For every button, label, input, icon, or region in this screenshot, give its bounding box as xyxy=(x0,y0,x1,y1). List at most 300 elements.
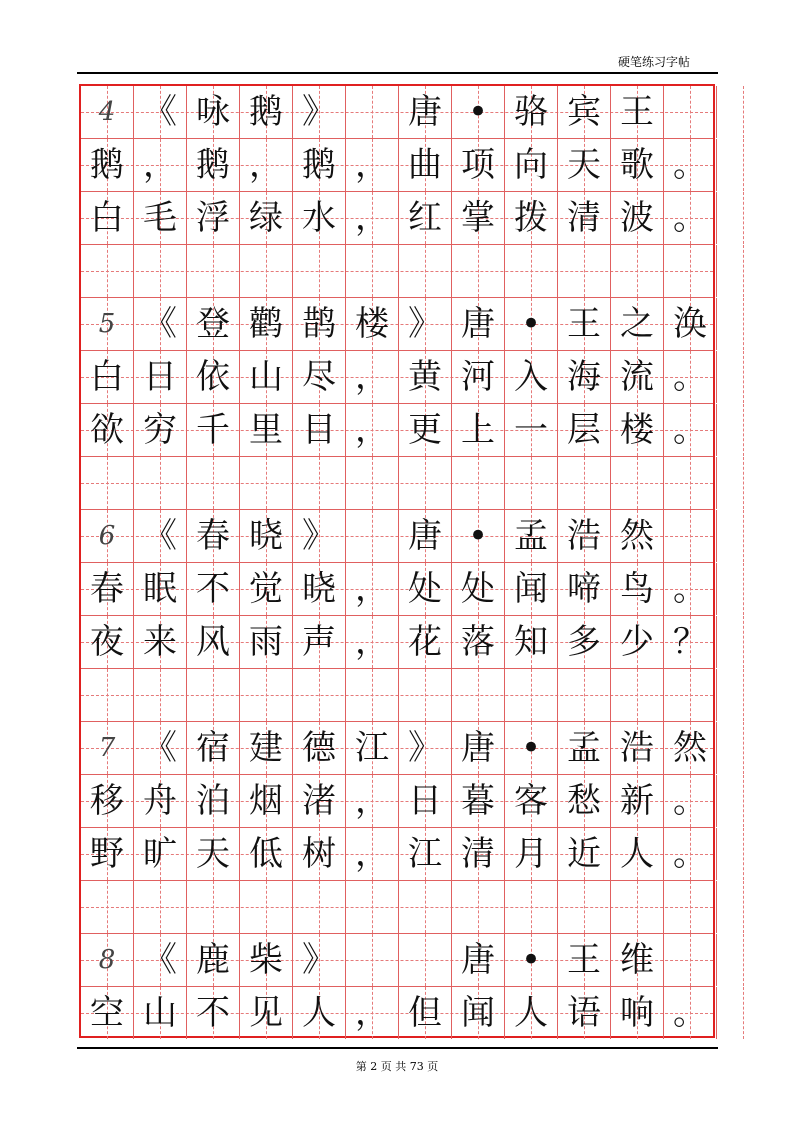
cell-character: 鹅 xyxy=(249,92,283,132)
grid-cell xyxy=(187,351,240,403)
grid-cell xyxy=(558,987,611,1039)
cell-character: 入 xyxy=(514,357,548,397)
cell-character: 暮 xyxy=(461,781,495,821)
cell-character: • xyxy=(467,92,489,132)
cell-character: 唐 xyxy=(461,940,495,980)
cell-character: 声 xyxy=(302,622,336,662)
cell-character: 人 xyxy=(620,834,654,874)
cell-character: 拨 xyxy=(514,198,548,238)
grid-cell xyxy=(293,404,346,456)
grid-cell xyxy=(399,563,452,615)
grid-cell xyxy=(611,934,664,986)
cell-character: 春 xyxy=(90,569,124,609)
grid-cell xyxy=(558,192,611,244)
grid-cell xyxy=(134,563,187,615)
cell-character: 日 xyxy=(143,357,177,397)
grid-cell xyxy=(452,245,505,297)
grid-row xyxy=(81,245,713,298)
grid-cell xyxy=(452,86,505,138)
grid-cell xyxy=(240,510,293,562)
grid-cell xyxy=(293,192,346,244)
grid-cell xyxy=(134,457,187,509)
cell-character: ， xyxy=(143,145,177,185)
cell-character: 唐 xyxy=(408,516,442,556)
cell-character: 《 xyxy=(143,516,177,556)
grid-cell xyxy=(293,351,346,403)
grid-cell xyxy=(664,192,717,244)
cell-character: • xyxy=(520,304,542,344)
grid-cell xyxy=(452,881,505,933)
grid-cell xyxy=(505,139,558,191)
cell-character: • xyxy=(520,728,542,768)
grid-row xyxy=(81,775,713,828)
grid-cell xyxy=(611,669,664,721)
cell-character: 愁 xyxy=(567,781,601,821)
cell-character: 水 xyxy=(302,198,336,238)
cell-character: 。 xyxy=(673,410,707,450)
grid-cell xyxy=(717,351,770,403)
grid-cell xyxy=(717,510,770,562)
grid-cell xyxy=(664,987,717,1039)
cell-character: 波 xyxy=(620,198,654,238)
cell-character: 鹊 xyxy=(302,304,336,344)
grid-cell xyxy=(293,510,346,562)
grid-cell xyxy=(558,616,611,668)
cell-character: 宿 xyxy=(196,728,230,768)
grid-cell xyxy=(611,457,664,509)
grid-cell xyxy=(240,86,293,138)
grid-row xyxy=(81,510,713,563)
grid-cell xyxy=(293,139,346,191)
grid-cell xyxy=(452,563,505,615)
grid-cell xyxy=(240,457,293,509)
grid-cell xyxy=(293,987,346,1039)
cell-character: 。 xyxy=(673,569,707,609)
cell-character: 骆 xyxy=(514,92,548,132)
grid-cell xyxy=(505,86,558,138)
cell-character: 闻 xyxy=(461,993,495,1033)
grid-cell xyxy=(717,139,770,191)
grid-cell xyxy=(187,298,240,350)
grid-cell xyxy=(240,934,293,986)
cell-character: 晓 xyxy=(302,569,336,609)
cell-character: 日 xyxy=(408,781,442,821)
grid-cell xyxy=(134,881,187,933)
grid-row xyxy=(81,351,713,404)
grid-cell xyxy=(664,86,717,138)
cell-character: 鹅 xyxy=(196,145,230,185)
grid-cell xyxy=(293,775,346,827)
grid-cell xyxy=(134,510,187,562)
header-rule xyxy=(77,72,718,74)
grid-cell xyxy=(187,139,240,191)
cell-character: 孟 xyxy=(514,516,548,556)
grid-cell xyxy=(346,563,399,615)
grid-cell xyxy=(558,828,611,880)
grid-cell xyxy=(452,139,505,191)
cell-character: 浩 xyxy=(567,516,601,556)
grid-cell xyxy=(664,404,717,456)
grid-cell xyxy=(399,457,452,509)
grid-cell xyxy=(346,881,399,933)
grid-cell xyxy=(505,881,558,933)
grid-cell xyxy=(505,563,558,615)
cell-character: 白 xyxy=(90,357,124,397)
cell-character: 清 xyxy=(461,834,495,874)
grid-cell xyxy=(81,298,134,350)
grid-cell xyxy=(399,245,452,297)
cell-character: ， xyxy=(355,198,389,238)
grid-cell xyxy=(81,616,134,668)
grid-cell xyxy=(81,139,134,191)
cell-character: 空 xyxy=(90,993,124,1033)
grid-cell xyxy=(505,510,558,562)
cell-character: 然 xyxy=(673,728,707,768)
grid-cell xyxy=(717,298,770,350)
cell-character: 8 xyxy=(98,945,116,975)
grid-cell xyxy=(452,775,505,827)
grid-row xyxy=(81,192,713,245)
grid-cell xyxy=(505,934,558,986)
cell-character: 不 xyxy=(196,569,230,609)
cell-character: 海 xyxy=(567,357,601,397)
cell-character: 层 xyxy=(567,410,601,450)
grid-cell xyxy=(81,934,134,986)
grid-cell xyxy=(558,139,611,191)
cell-character: 鸟 xyxy=(620,569,654,609)
grid-cell xyxy=(187,987,240,1039)
grid-cell xyxy=(611,881,664,933)
cell-character: 6 xyxy=(98,521,116,551)
cell-character: 《 xyxy=(143,940,177,980)
cell-character: 天 xyxy=(567,145,601,185)
cell-character: ， xyxy=(355,781,389,821)
cell-character: 5 xyxy=(98,309,116,339)
grid-cell xyxy=(664,722,717,774)
cell-character: 低 xyxy=(249,834,283,874)
cell-character: 登 xyxy=(196,304,230,344)
cell-character: ， xyxy=(355,834,389,874)
cell-character: 野 xyxy=(90,834,124,874)
cell-character: 清 xyxy=(567,198,601,238)
grid-cell xyxy=(399,351,452,403)
grid-cell xyxy=(293,457,346,509)
grid-cell xyxy=(134,669,187,721)
grid-cell xyxy=(505,245,558,297)
grid-cell xyxy=(717,86,770,138)
cell-character: 近 xyxy=(567,834,601,874)
grid-cell xyxy=(293,881,346,933)
cell-character: 绿 xyxy=(249,198,283,238)
cell-character: 处 xyxy=(461,569,495,609)
cell-character: • xyxy=(520,940,542,980)
cell-character: 雨 xyxy=(249,622,283,662)
grid-cell xyxy=(81,192,134,244)
grid-cell xyxy=(187,669,240,721)
cell-character: 夜 xyxy=(90,622,124,662)
grid-cell xyxy=(346,298,399,350)
grid-cell xyxy=(81,404,134,456)
cell-character: • xyxy=(467,516,489,556)
grid-row xyxy=(81,457,713,510)
grid-cell xyxy=(664,828,717,880)
cell-character: 建 xyxy=(249,728,283,768)
grid-cell xyxy=(240,722,293,774)
cell-character: 语 xyxy=(567,993,601,1033)
grid-row xyxy=(81,616,713,669)
cell-character: 春 xyxy=(196,516,230,556)
cell-character: 楼 xyxy=(620,410,654,450)
grid-cell xyxy=(611,987,664,1039)
practice-grid xyxy=(79,84,715,1038)
cell-character: ， xyxy=(355,622,389,662)
cell-character: 更 xyxy=(408,410,442,450)
cell-character: 唐 xyxy=(461,304,495,344)
grid-cell xyxy=(399,139,452,191)
cell-character: 《 xyxy=(143,728,177,768)
grid-cell xyxy=(240,669,293,721)
cell-character: 人 xyxy=(302,993,336,1033)
grid-cell xyxy=(346,457,399,509)
grid-cell xyxy=(611,722,664,774)
cell-character: 。 xyxy=(673,781,707,821)
cell-character: 向 xyxy=(514,145,548,185)
cell-character: 泊 xyxy=(196,781,230,821)
cell-character: 歌 xyxy=(620,145,654,185)
cell-character: 河 xyxy=(461,357,495,397)
cell-character: 孟 xyxy=(567,728,601,768)
cell-character: 《 xyxy=(143,92,177,132)
grid-cell xyxy=(611,192,664,244)
grid-cell xyxy=(611,775,664,827)
cell-character: 欲 xyxy=(90,410,124,450)
grid-cell xyxy=(240,828,293,880)
cell-character: 》 xyxy=(302,940,336,980)
grid-cell xyxy=(240,298,293,350)
cell-character: 》 xyxy=(302,516,336,556)
cell-character: 浩 xyxy=(620,728,654,768)
grid-cell xyxy=(664,934,717,986)
cell-character: ， xyxy=(355,993,389,1033)
cell-character: 觉 xyxy=(249,569,283,609)
grid-cell xyxy=(452,298,505,350)
cell-character: 闻 xyxy=(514,569,548,609)
grid-cell xyxy=(187,192,240,244)
page-number: 第 2 页 共 73 页 xyxy=(355,1060,439,1073)
grid-cell xyxy=(346,245,399,297)
grid-row xyxy=(81,86,713,139)
cell-character: 。 xyxy=(673,993,707,1033)
grid-cell xyxy=(452,669,505,721)
grid-cell xyxy=(134,616,187,668)
grid-cell xyxy=(81,563,134,615)
grid-cell xyxy=(611,351,664,403)
cell-character: 山 xyxy=(249,357,283,397)
grid-cell xyxy=(134,987,187,1039)
grid-cell xyxy=(187,775,240,827)
cell-character: ？ xyxy=(673,622,707,662)
cell-character: 多 xyxy=(567,622,601,662)
grid-cell xyxy=(240,775,293,827)
grid-cell xyxy=(240,881,293,933)
grid-cell xyxy=(399,987,452,1039)
grid-cell xyxy=(558,775,611,827)
grid-cell xyxy=(558,669,611,721)
cell-character: 晓 xyxy=(249,516,283,556)
grid-cell xyxy=(717,616,770,668)
cell-character: 响 xyxy=(620,993,654,1033)
cell-character: 红 xyxy=(408,198,442,238)
grid-cell xyxy=(399,404,452,456)
grid-cell xyxy=(187,457,240,509)
grid-cell xyxy=(81,881,134,933)
grid-cell xyxy=(346,775,399,827)
grid-cell xyxy=(346,722,399,774)
cell-character: 涣 xyxy=(673,304,707,344)
grid-cell xyxy=(505,298,558,350)
grid-cell xyxy=(134,828,187,880)
cell-character: ， xyxy=(355,145,389,185)
grid-cell xyxy=(452,351,505,403)
grid-cell xyxy=(346,828,399,880)
grid-cell xyxy=(81,987,134,1039)
grid-cell xyxy=(717,828,770,880)
cell-character: ， xyxy=(355,357,389,397)
grid-cell xyxy=(399,775,452,827)
cell-character: 王 xyxy=(567,304,601,344)
grid-cell xyxy=(558,881,611,933)
grid-row xyxy=(81,828,713,881)
grid-cell xyxy=(346,669,399,721)
grid-cell xyxy=(240,987,293,1039)
grid-cell xyxy=(611,616,664,668)
cell-character: 》 xyxy=(302,92,336,132)
cell-character: 上 xyxy=(461,410,495,450)
grid-cell xyxy=(717,669,770,721)
grid-cell xyxy=(240,192,293,244)
grid-cell xyxy=(611,404,664,456)
grid-cell xyxy=(664,669,717,721)
cell-character: 依 xyxy=(196,357,230,397)
grid-cell xyxy=(558,298,611,350)
grid-cell xyxy=(505,722,558,774)
grid-cell xyxy=(452,192,505,244)
grid-cell xyxy=(399,192,452,244)
grid-cell xyxy=(664,351,717,403)
grid-cell xyxy=(81,775,134,827)
grid-cell xyxy=(399,298,452,350)
grid-cell xyxy=(346,351,399,403)
cell-character: 鹳 xyxy=(249,304,283,344)
cell-character: 树 xyxy=(302,834,336,874)
cell-character: 山 xyxy=(143,993,177,1033)
cell-character: 。 xyxy=(673,198,707,238)
cell-character: ， xyxy=(355,569,389,609)
grid-cell xyxy=(346,404,399,456)
grid-cell xyxy=(293,722,346,774)
cell-character: 然 xyxy=(620,516,654,556)
cell-character: 移 xyxy=(90,781,124,821)
grid-cell xyxy=(293,669,346,721)
cell-character: 千 xyxy=(196,410,230,450)
grid-cell xyxy=(81,245,134,297)
grid-cell xyxy=(134,775,187,827)
cell-character: 唐 xyxy=(461,728,495,768)
cell-character: 渚 xyxy=(302,781,336,821)
cell-character: 黄 xyxy=(408,357,442,397)
grid-cell xyxy=(664,510,717,562)
cell-character: 之 xyxy=(620,304,654,344)
cell-character: 德 xyxy=(302,728,336,768)
cell-character: 7 xyxy=(98,733,116,763)
grid-cell xyxy=(505,351,558,403)
grid-cell xyxy=(717,881,770,933)
cell-character: 里 xyxy=(249,410,283,450)
cell-character: 客 xyxy=(514,781,548,821)
grid-cell xyxy=(664,457,717,509)
cell-character: 浮 xyxy=(196,198,230,238)
cell-character: 曲 xyxy=(408,145,442,185)
grid-cell xyxy=(187,828,240,880)
grid-cell xyxy=(187,563,240,615)
grid-row xyxy=(81,563,713,616)
grid-cell xyxy=(505,616,558,668)
grid-cell xyxy=(187,510,240,562)
grid-cell xyxy=(240,245,293,297)
cell-character: 鹿 xyxy=(196,940,230,980)
grid-cell xyxy=(81,351,134,403)
grid-cell xyxy=(611,828,664,880)
grid-cell xyxy=(346,139,399,191)
grid-cell xyxy=(187,404,240,456)
grid-row xyxy=(81,139,713,192)
grid-cell xyxy=(717,245,770,297)
cell-character: ， xyxy=(355,410,389,450)
grid-cell xyxy=(399,616,452,668)
grid-cell xyxy=(293,828,346,880)
cell-character: 》 xyxy=(408,728,442,768)
grid-cell xyxy=(558,86,611,138)
cell-character: 咏 xyxy=(196,92,230,132)
grid-cell xyxy=(452,510,505,562)
grid-cell xyxy=(505,828,558,880)
grid-cell xyxy=(611,86,664,138)
grid-cell xyxy=(134,722,187,774)
grid-cell xyxy=(717,987,770,1039)
grid-cell xyxy=(664,139,717,191)
grid-cell xyxy=(717,722,770,774)
grid-cell xyxy=(293,86,346,138)
cell-character: ， xyxy=(249,145,283,185)
grid-row xyxy=(81,934,713,987)
cell-character: 宾 xyxy=(567,92,601,132)
grid-cell xyxy=(346,934,399,986)
grid-cell xyxy=(293,563,346,615)
grid-cell xyxy=(399,510,452,562)
cell-character: 舟 xyxy=(143,781,177,821)
cell-character: 风 xyxy=(196,622,230,662)
grid-cell xyxy=(240,563,293,615)
grid-cell xyxy=(134,934,187,986)
cell-character: 王 xyxy=(620,92,654,132)
cell-character: 啼 xyxy=(567,569,601,609)
grid-cell xyxy=(293,298,346,350)
grid-cell xyxy=(293,245,346,297)
grid-cell xyxy=(452,934,505,986)
cell-character: 眠 xyxy=(143,569,177,609)
grid-cell xyxy=(399,86,452,138)
grid-cell xyxy=(611,139,664,191)
